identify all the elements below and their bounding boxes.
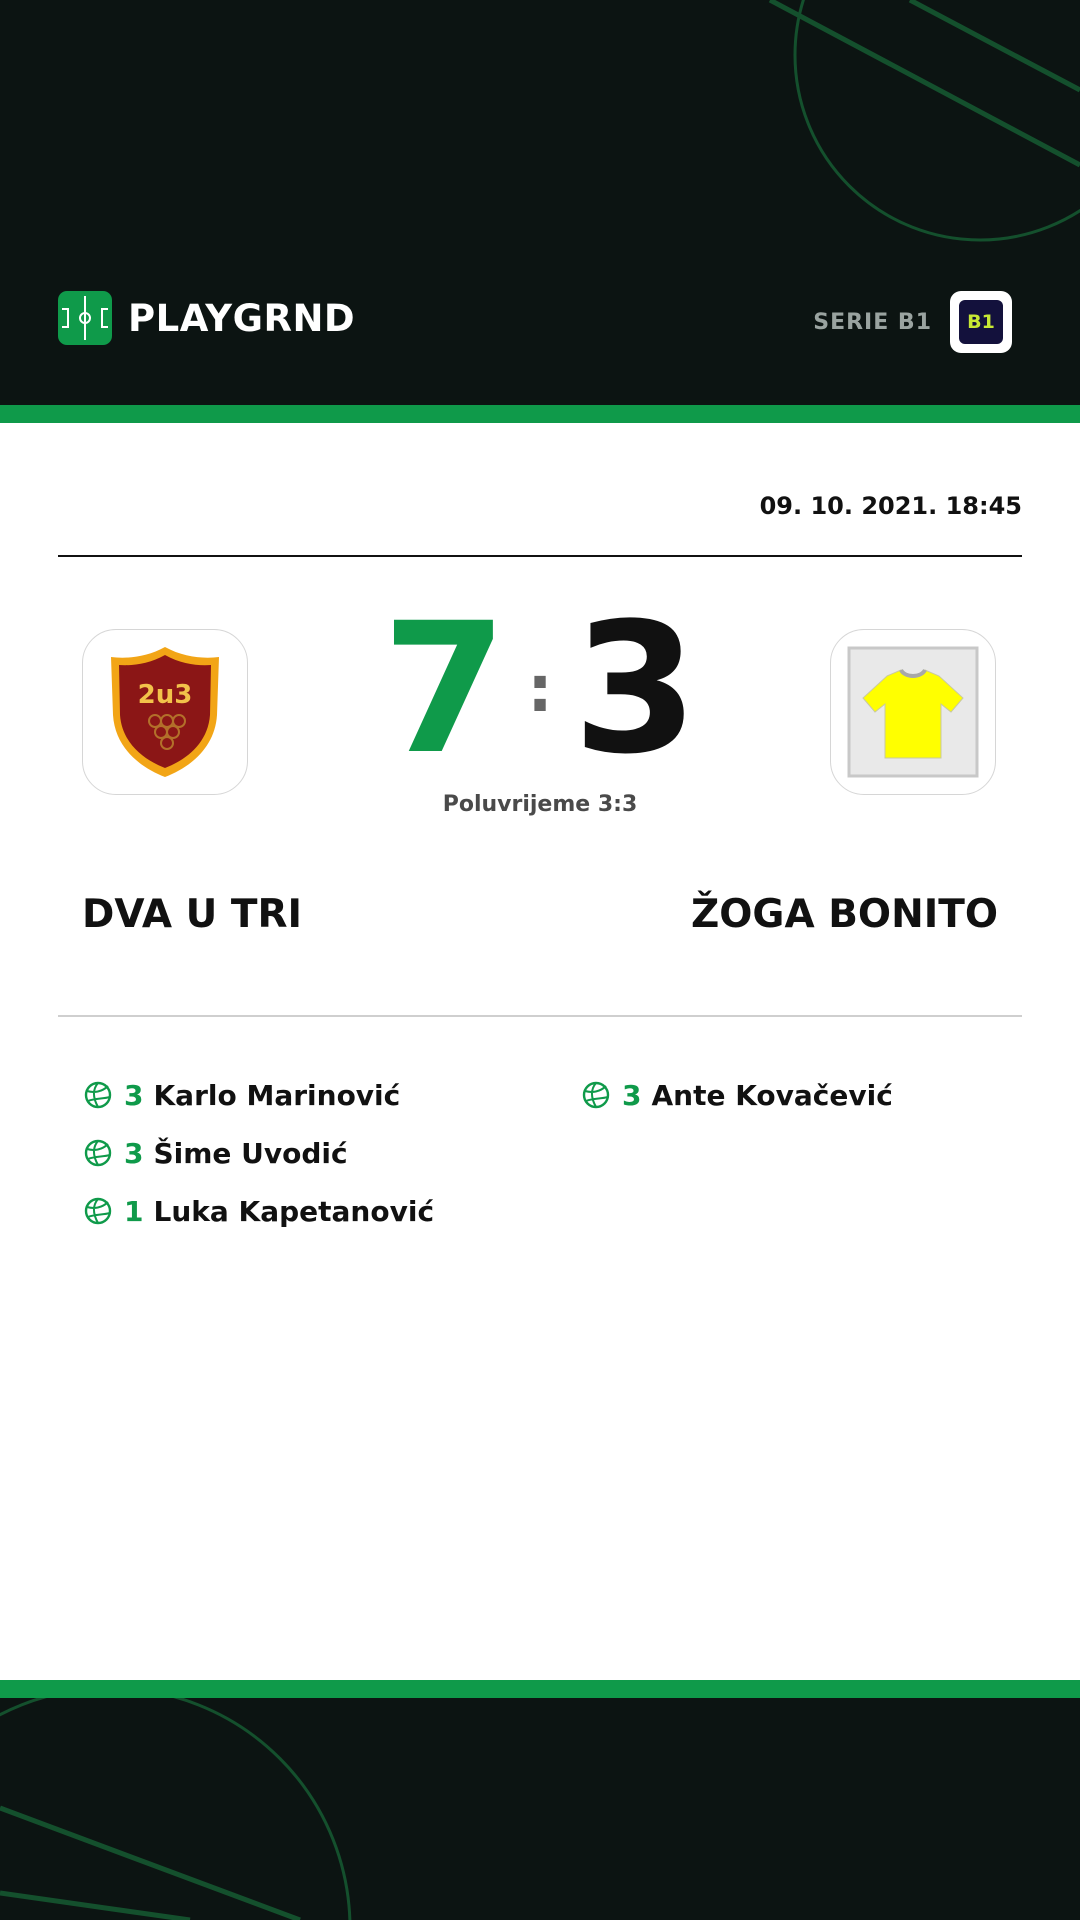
brand bbox=[58, 291, 355, 345]
scorer-row bbox=[84, 1124, 434, 1182]
brand-name: PLAYGRND bbox=[128, 296, 356, 340]
away-team-name: ŽOGA BONITO bbox=[691, 892, 998, 937]
scorer-name: Luka Kapetanović bbox=[153, 1194, 435, 1228]
scoreline bbox=[0, 585, 1080, 794]
ball-icon bbox=[84, 1139, 112, 1167]
scorer-goals: 1 bbox=[124, 1194, 144, 1228]
home-scorers bbox=[84, 1066, 434, 1240]
footer-band bbox=[0, 1698, 1080, 1920]
match-datetime: 09. 10. 2021. 18:45 bbox=[759, 492, 1022, 520]
scorer-goals: 3 bbox=[124, 1136, 144, 1170]
divider bbox=[58, 555, 1022, 557]
home-crest-text: 2u3 bbox=[137, 680, 193, 710]
scorer-name: Karlo Marinović bbox=[153, 1078, 401, 1112]
away-scorers bbox=[582, 1066, 893, 1124]
scorer-goals: 3 bbox=[622, 1078, 642, 1112]
ball-icon bbox=[84, 1081, 112, 1109]
scorer-row bbox=[582, 1066, 893, 1124]
scorer-name: Ante Kovačević bbox=[651, 1078, 893, 1112]
home-team-name: DVA U TRI bbox=[82, 892, 303, 937]
halftime-score: Poluvrijeme 3:3 bbox=[442, 792, 638, 817]
league-name: SERIE B1 bbox=[813, 309, 932, 335]
ball-icon bbox=[84, 1197, 112, 1225]
scorer-row bbox=[84, 1066, 434, 1124]
pitch-lines-decoration bbox=[0, 1698, 1080, 1920]
league bbox=[813, 291, 1012, 353]
scorer-goals: 3 bbox=[124, 1078, 144, 1112]
footer-accent-strip bbox=[0, 1680, 1080, 1698]
home-score: 7 bbox=[381, 585, 508, 794]
divider bbox=[58, 1015, 1022, 1017]
scorer-row bbox=[84, 1182, 434, 1240]
league-badge-logo: B1 bbox=[959, 300, 1003, 344]
header-accent-strip bbox=[0, 405, 1080, 423]
header-band bbox=[0, 0, 1080, 405]
ball-icon bbox=[582, 1081, 610, 1109]
scorer-name: Šime Uvodić bbox=[153, 1136, 348, 1170]
score-separator: : bbox=[527, 653, 553, 727]
away-score: 3 bbox=[572, 585, 699, 794]
league-badge bbox=[950, 291, 1012, 353]
pitch-icon bbox=[58, 291, 112, 345]
